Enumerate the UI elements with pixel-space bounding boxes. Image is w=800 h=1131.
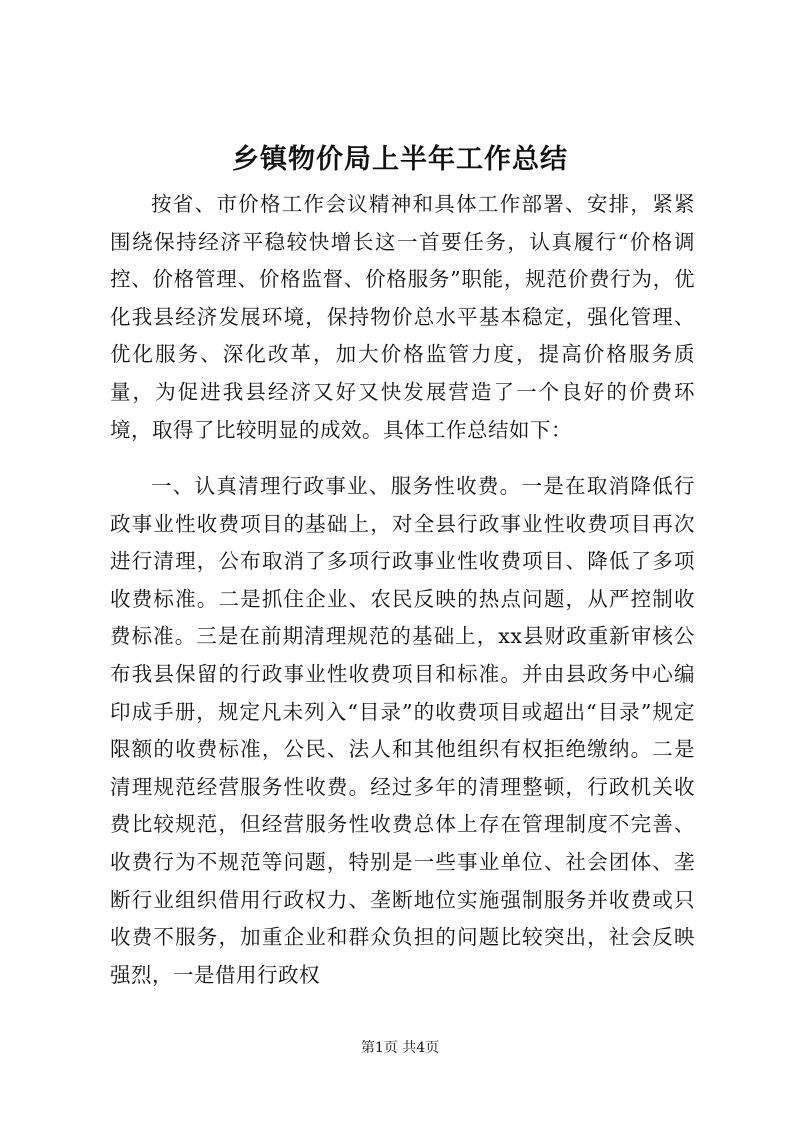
paragraph-intro: 按省、市价格工作会议精神和具体工作部署、安排，紧紧围绕保持经济平稳较快增长这一首要任务，认真履行“价格调控、价格管理、价格监督、价格服务”职能，规范价费行为，优化我县经济发展环境，保持物价总水平基本稳定，强化管理、优化服务、深化改革，加大价格监管力度，提高价格服务质量，为促进我县经济又好又快发展营造了一个良好的价费环境，取得了比较明显的成效。具体工作总结如下： <box>110 192 695 442</box>
page-number-footer: 第1页 共4页 <box>360 1040 440 1056</box>
document-title: 乡镇物价局上半年工作总结 <box>232 144 568 175</box>
paragraph-section-1: 一、认真清理行政事业、服务性收费。一是在取消降低行政事业性收费项目的基础上，对全县行政事业性收费项目再次进行清理，公布取消了多项行政事业性收费项目、降低了多项收费标准。二是抓住企业、农民反映的热点问题，从严控制收费标准。三是在前期清理规范的基础上，xx县财政重新审核公布我县保留的行政事业性收费项目和标准。并由县政务中心编印成手册，规定凡未列入“目录”的收费项目或超出“目录”规定限额的收费标准，公民、法人和其他组织有权拒绝缴纳。二是清理规范经营服务性收费。经过多年的清理整顿，行政机关收费比较规范，但经营服务性收费总体上存在管理制度不完善、收费行为不规范等问题，特别是一些事业单位、社会团体、垄断行业组织借用行政权力、垄断地位实施强制服务并收费或只收费不服务，加重企业和群众负担的问题比较突出，社会反映强烈，一是借用行政权 <box>110 474 695 987</box>
